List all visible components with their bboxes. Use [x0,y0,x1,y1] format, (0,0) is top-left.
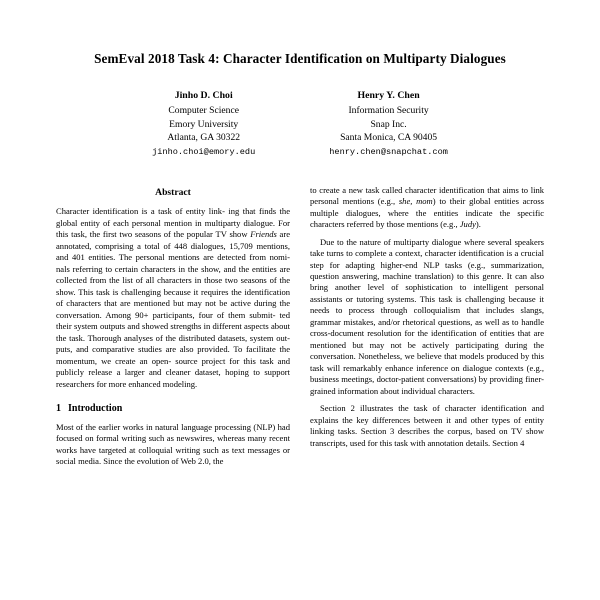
right-column [310,185,544,456]
author-email[interactable]: henry.chen@snapchat.com [329,147,448,158]
author-block [56,89,544,158]
abstract-text: Character identification is a task of entity link- ing that finds the global entity of each personal mention in multiparty dialogue. For this task, the first two seasons of the popular TV show Friends are annotated, comprising a total of 448 dialogues, 15,709 mentions, and 401 entities. The personal mentions are detected from nomi- nals referring to certain characters in the show, and the entities are collected from the list of all characters in those two seasons of the show. This task is challenging because it requires the identification of characters that are mentioned but may not be active during the conversation. Among 90+ participants, four of them submit- ted their system outputs and showed strengths in different aspects about the task. Thorough analyses of the distributed datasets, system out- puts, and comparative studies are also provided. To facilitate the momentum, we create an open- source project for this task and publicly release a larger and cleaner dataset, hoping to support researchers for more enhanced modeling. [56,206,291,389]
author-email[interactable]: jinho.choi@emory.edu [152,147,256,158]
author-1 [152,89,255,158]
left-column [56,185,290,474]
right-paragraph-2: Due to the nature of multiparty dialogue where several speakers take turns to complete a context, character identification is a crucial step for adapting higher-end NLP tasks (e.g., summarization, question answering, machine translation) to this genre. It can also bring another level of sophistication to intelligent personal assistants or tutoring systems. This task is challenging because it needs to process through colloquialism that includes slangs, grammar mistakes, and/or rhetorical questions, as well as to handle cross-document resolution for the identification of entities that are mentioned but may not be actively participating during the conversation. Nonetheless, we believe that models produced by this task will remarkably enhance inference on dialogue contexts (e.g., business meetings, doctor-patient conversations) by providing finer-grained information about individual characters. [310,236,544,396]
author-affiliation-line: Santa Monica, CA 90405 [340,132,438,144]
author-name: Jinho D. Choi [174,90,233,102]
section-number: 1 [56,403,61,415]
body-columns [56,185,544,474]
right-paragraph-1: to create a new task called character identification that aims to link personal mentions (e.g., she, mom) to their global entities across multiple dialogues, where the entities indicate the specific characters referred by those mentions (e.g., Judy). [310,184,544,230]
author-affiliation-line: Emory University [169,118,239,130]
author-name: Henry Y. Chen [357,90,420,102]
page-title: SemEval 2018 Task 4: Character Identification on Multiparty Dialogues [94,51,506,66]
author-affiliation-line: Computer Science [168,105,239,117]
right-paragraph-3: Section 2 illustrates the task of character identification and explains the key differences between it and other types of entity linking tasks. Section 3 describes the corpus, based on TV show transcripts, used for this task with annotation details. Section 4 [310,403,544,448]
intro-paragraph-1: Most of the earlier works in natural language processing (NLP) had focused on formal writing such as newswires, whereas many recent works have targeted at colloquial writing such as text messages or social media. Since the evolution of Web 2.0, the [56,421,290,467]
section-heading-introduction [56,402,290,415]
author-affiliation-line: Information Security [348,105,429,117]
author-2 [329,89,448,158]
abstract-heading: Abstract [155,186,191,198]
author-affiliation-line: Atlanta, GA 30322 [167,132,241,144]
author-affiliation-line: Snap Inc. [370,118,407,130]
section-title: Introduction [68,403,123,415]
